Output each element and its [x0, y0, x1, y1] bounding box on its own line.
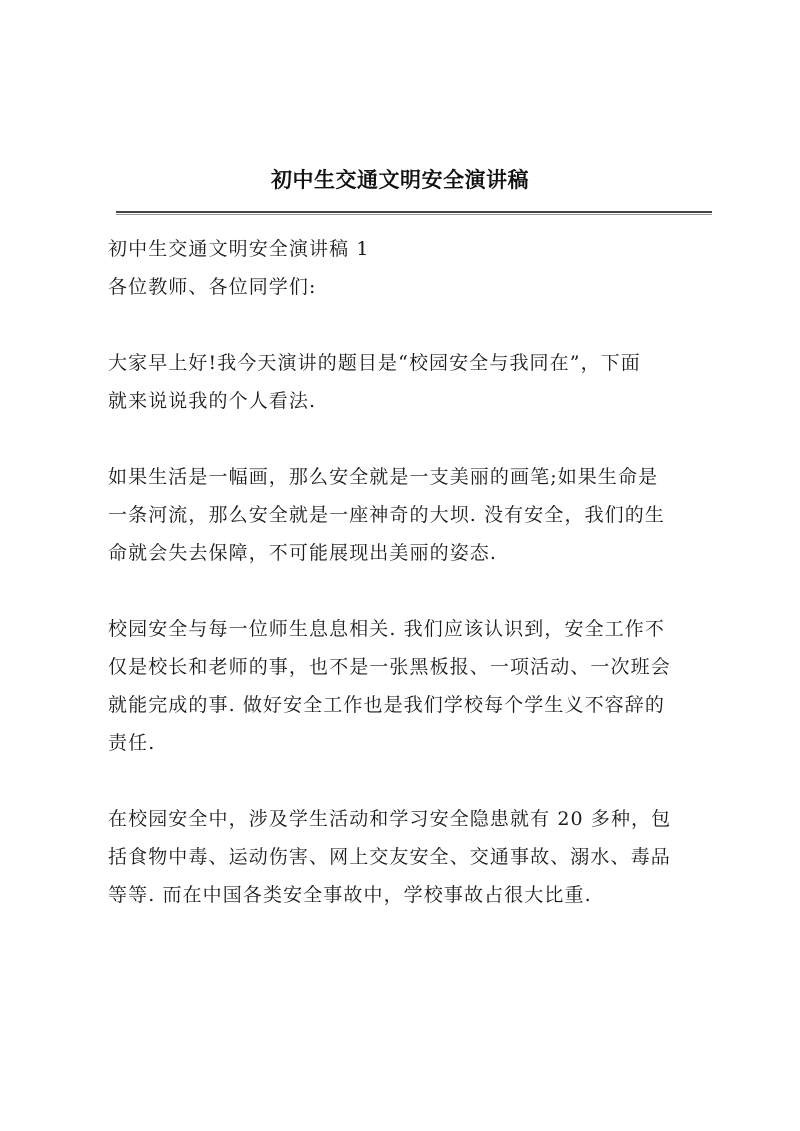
- paragraph-line: 一条河流，那么安全就是一座神奇的大坝. 没有安全，我们的生: [108, 504, 665, 526]
- paragraph: [108, 800, 712, 914]
- paragraph-line: 命就会失去保障，不可能展现出美丽的姿态.: [108, 542, 498, 564]
- document-body: [108, 230, 712, 914]
- paragraph-gap: [108, 762, 712, 800]
- title-divider: [116, 211, 712, 215]
- speech-subtitle: 初中生交通文明安全演讲稿 1: [108, 238, 370, 260]
- paragraph-line: 大家早上好!我今天演讲的题目是“校园安全与我同在”，下面: [108, 352, 641, 374]
- paragraph: [108, 344, 712, 420]
- paragraph-line: 如果生活是一幅画，那么安全就是一支美丽的画笔;如果生命是: [108, 466, 659, 488]
- paragraph-line: 就能完成的事. 做好安全工作也是我们学校每个学生义不容辞的: [108, 694, 665, 716]
- paragraph-gap: [108, 306, 712, 344]
- document-title: 初中生交通文明安全演讲稿: [271, 167, 529, 192]
- paragraph-line: 括食物中毒、运动伤害、网上交友安全、交通事故、溺水、毒品: [108, 846, 671, 868]
- paragraph-line: 就来说说我的个人看法.: [108, 390, 317, 412]
- paragraph-line: 责任.: [108, 732, 156, 754]
- paragraph: [108, 610, 712, 762]
- paragraph: [108, 458, 712, 572]
- paragraph-line: 仅是校长和老师的事，也不是一张黑板报、一项活动、一次班会: [108, 656, 671, 678]
- paragraph-line: 等等. 而在中国各类安全事故中，学校事故占很大比重.: [108, 884, 592, 906]
- paragraph-gap: [108, 572, 712, 610]
- paragraph-line: 校园安全与每一位师生息息相关. 我们应该认识到，安全工作不: [108, 618, 665, 640]
- paragraph-line: 在校园安全中，涉及学生活动和学习安全隐患就有 20 多种，包: [108, 808, 672, 830]
- paragraph-gap: [108, 420, 712, 458]
- salutation: 各位教师、各位同学们:: [108, 276, 317, 298]
